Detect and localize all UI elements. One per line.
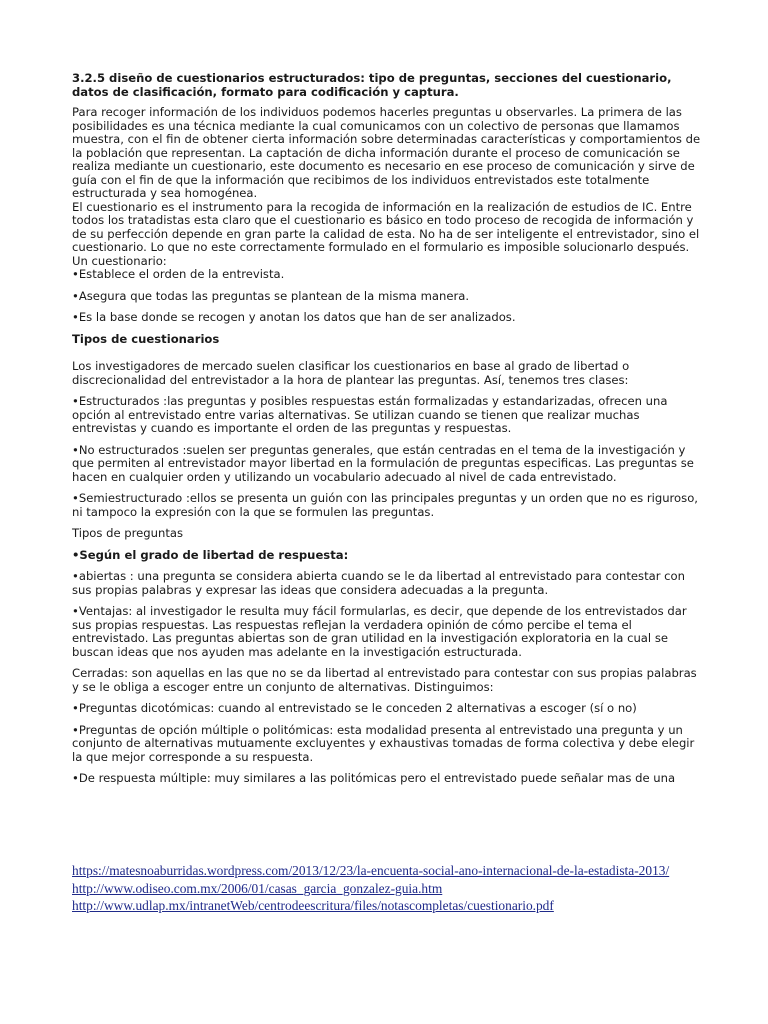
bullet-item: •Asegura que todas las preguntas se plantean de la misma manera.	[72, 288, 470, 303]
reference-links	[72, 862, 702, 915]
document-body	[72, 72, 702, 794]
tipos-intro: Los investigadores de mercado suelen clasificar los cuestionarios en base al grado de libertad o discrecionalidad del entrevistador a la hora de plantear las preguntas. Así, tenemos tres clases:	[72, 359, 630, 387]
bullet-item: •abiertas : una pregunta se considera abierta cuando se le da libertad al entrevistado para contestar con sus propias palabras y expresar las ideas que considera adecuadas a la pregunta.	[72, 569, 685, 597]
bullet-item: •Preguntas de opción múltiple o politómicas: esta modalidad presenta al entrevistado una pregunta y un conjunto de alternativas mutuamente excluyentes y exhaustivas tomadas de forma colectiva y debe elegir la que mejor corresponde a su respuesta.	[72, 722, 695, 764]
bullet-item: •Semiestructurado :ellos se presenta un guión con las principales preguntas y un orden que no es riguroso, ni tampoco la expresión con la que se formulen las preguntas.	[72, 491, 698, 519]
cerradas-paragraph: Cerradas: son aquellas en las que no se da libertad al entrevistado para contestar con sus propias palabras y se le obliga a escoger entre un conjunto de alternativas. Distinguimos:	[72, 666, 697, 694]
reference-link[interactable]: http://www.odiseo.com.mx/2006/01/casas_garcia_gonzalez-guia.htm	[72, 880, 443, 896]
bullet-item: •Ventajas: al investigador le resulta muy fácil formularlas, es decir, que depende de los entrevistados dar sus propias respuestas. Las respuestas reflejan la verdadera opinión de cómo percibe el tema el entrevistado. Las preguntas abiertas son de gran utilidad en la investigación exploratoria en la cual se buscan ideas que nos ayuden mas adelante en la investigación estructurada.	[72, 604, 687, 659]
reference-link[interactable]: https://matesnoaburridas.wordpress.com/2013/12/23/la-encuenta-social-ano-internacional-de-la-estadista-2013/	[72, 863, 670, 878]
bullet-item: •De respuesta múltiple: muy similares a las politómicas pero el entrevistado puede señalar mas de una	[72, 771, 676, 785]
intro-paragraph-1: Para recoger información de los individuos podemos hacerles preguntas u observarles. La primera de las posibilidades es una técnica mediante la cual comunicamos con un colectivo de personas que llamamos muestra, con el fin de obtener cierta información sobre determinadas características y comportamientos de la población que representan. La captación de dicha información durante el proceso de comunicación se realiza mediante un cuestionario, este documento es necesario en ese proceso de comunicación y sirve de guía con el fin de que la información que recibimos de los individuos entrevistados este totalmente estructurada y sea homogénea.	[72, 105, 701, 200]
tipos-preguntas-label: Tipos de preguntas	[72, 526, 184, 540]
bullet-item: •Establece el orden de la entrevista.	[72, 267, 285, 281]
bullet-item: •Preguntas dicotómicas: cuando al entrevistado se le conceden 2 alternativas a escoger (sí o no)	[72, 701, 637, 715]
reference-link[interactable]: http://www.udlap.mx/intranetWeb/centrodeescritura/files/notascompletas/cuestionario.pdf	[72, 898, 554, 913]
grado-libertad-heading: •Según el grado de libertad de respuesta:	[72, 547, 349, 562]
bullet-item: •No estructurados :suelen ser preguntas generales, que están centradas en el tema de la investigación y que permiten al entrevistador mayor libertad en la formulación de preguntas especificas. Las preguntas se hacen en cualquier orden y utilizando un vocabulario adecuado al nivel de cada entrevistado.	[72, 442, 694, 484]
bullet-item: •Estructurados :las preguntas y posibles respuestas están formalizadas y estandarizadas, ofrecen una opción al entrevistado entre varias alternativas. Se utilizan cuando se tienen que realizar muchas entrevistas y cuando es importante el orden de las preguntas y respuestas.	[72, 394, 668, 435]
section-heading: 3.2.5 diseño de cuestionarios estructurados: tipo de preguntas, secciones del cuestionario, datos de clasificación, formato para codificación y captura.	[72, 71, 672, 99]
subsection-heading: Tipos de cuestionarios	[72, 331, 220, 346]
bullet-item: •Es la base donde se recogen y anotan los datos que han de ser analizados.	[72, 310, 516, 324]
intro-paragraph-2: El cuestionario es el instrumento para la recogida de información en la realización de estudios de IC. Entre todos los tratadistas esta claro que el cuestionario es básico en todo proceso de recogida de información y de su perfección depende en gran parte la calidad de esta. No ha de ser inteligente el entrevistador, sino el cuestionario. Lo que no este correctamente formulado en el formulario es imposible solucionarlo después. Un cuestionario:	[72, 199, 700, 268]
